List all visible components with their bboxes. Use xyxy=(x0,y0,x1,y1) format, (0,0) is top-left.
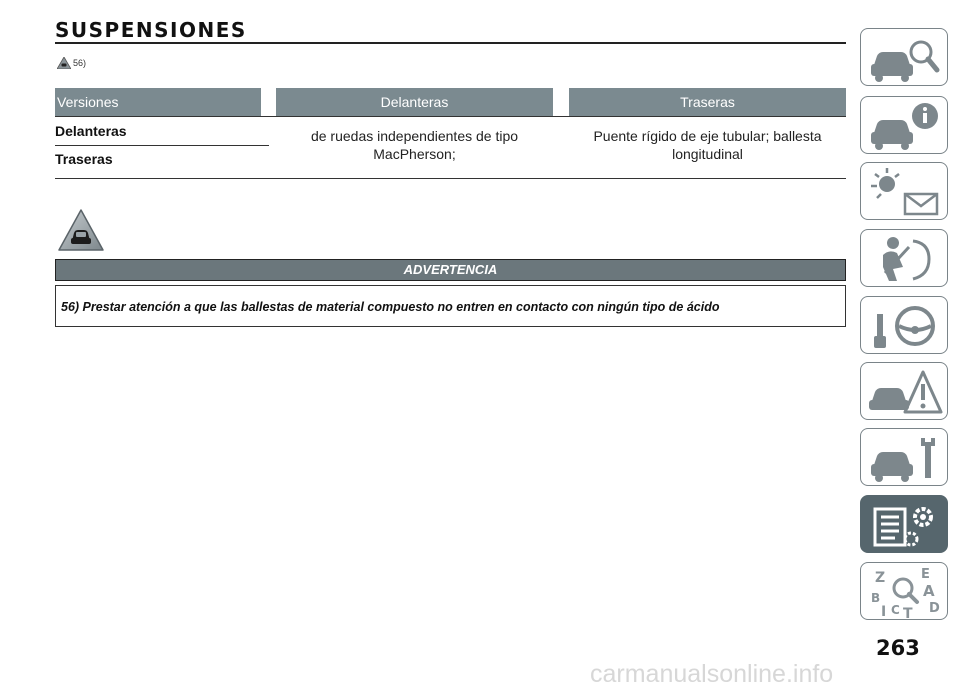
warning-reference[interactable] xyxy=(57,57,86,69)
index-letter-a: A xyxy=(923,582,935,600)
row-divider xyxy=(55,145,269,146)
alphabetical-index-icon xyxy=(867,566,943,618)
car-search-icon xyxy=(867,32,943,84)
warning-car-triangle-icon xyxy=(57,208,105,252)
index-letter-b: B xyxy=(871,591,881,605)
tab-car-search[interactable] xyxy=(860,28,948,86)
table-bottom-rule xyxy=(55,178,846,179)
tab-emergency[interactable] xyxy=(860,362,948,420)
index-letter-d: D xyxy=(929,601,940,616)
cell-front-suspension: de ruedas independientes de tipo MacPherson; xyxy=(310,128,519,162)
row-label-delanteras: Delanteras xyxy=(55,123,127,139)
airbag-seat-icon xyxy=(867,233,943,285)
title-rule xyxy=(55,42,846,44)
tab-car-info[interactable] xyxy=(860,96,948,154)
header-rule xyxy=(55,116,846,117)
tab-safety[interactable] xyxy=(860,229,948,287)
index-letter-t: T xyxy=(903,606,913,618)
light-message-icon xyxy=(867,166,943,218)
tab-lights-messages[interactable] xyxy=(860,162,948,220)
index-letter-z: Z xyxy=(875,570,886,586)
index-letter-e: E xyxy=(921,567,930,582)
index-letter-i: I xyxy=(881,604,887,618)
warning-label-bar: ADVERTENCIA xyxy=(55,259,846,281)
key-steering-wheel-icon xyxy=(867,300,943,352)
warning-triangle-icon xyxy=(57,57,71,69)
table-header-versiones: Versiones xyxy=(55,88,261,116)
car-info-icon xyxy=(867,100,943,152)
warning-text: 56) Prestar atención a que las ballestas de material compuesto no entren en contacto con ningún tipo de ácido xyxy=(61,300,720,314)
tab-starting-driving[interactable] xyxy=(860,296,948,354)
reference-number: 56) xyxy=(73,58,87,68)
car-wrench-icon xyxy=(867,432,943,484)
page-title: SUSPENSIONES xyxy=(55,18,247,42)
warning-box xyxy=(55,285,846,327)
car-warning-icon xyxy=(867,366,943,418)
watermark: carmanualsonline.info xyxy=(590,660,834,688)
row-label-traseras: Traseras xyxy=(55,151,113,167)
table-header-traseras: Traseras xyxy=(569,88,846,116)
table-header-delanteras: Delanteras xyxy=(276,88,553,116)
spec-sheet-gears-icon xyxy=(867,499,943,551)
tab-technical-data[interactable] xyxy=(860,495,948,553)
page-number: 263 xyxy=(876,636,920,660)
tab-maintenance[interactable] xyxy=(860,428,948,486)
tab-index[interactable] xyxy=(860,562,948,620)
cell-rear-suspension: Puente rígido de eje tubular; ballesta longitudinal xyxy=(593,128,822,162)
index-letter-c: C xyxy=(891,603,900,617)
